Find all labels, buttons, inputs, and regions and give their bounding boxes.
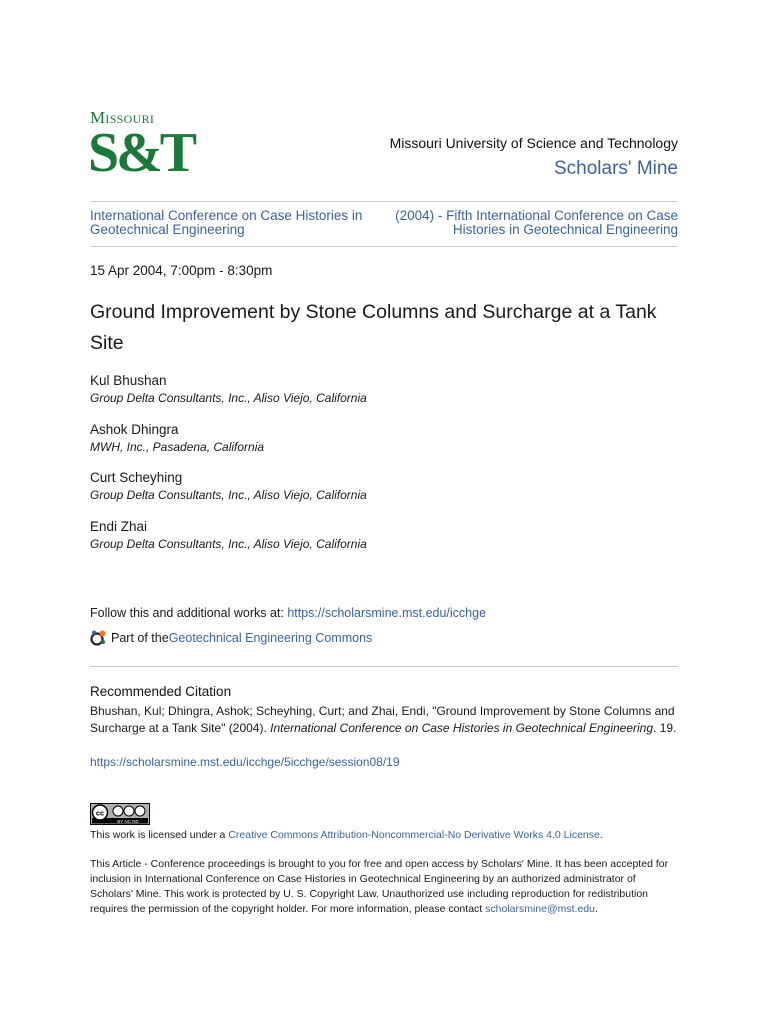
commons-link[interactable]: Geotechnical Engineering Commons bbox=[168, 631, 373, 645]
network-commons-icon bbox=[90, 629, 108, 647]
license-prefix: This work is licensed under a bbox=[90, 829, 229, 841]
logo-wordmark: Missouri bbox=[90, 108, 155, 127]
author-list bbox=[90, 372, 678, 566]
author-name: Ashok Dhingra bbox=[90, 421, 179, 437]
license-line bbox=[90, 829, 603, 841]
author-name: Kul Bhushan bbox=[90, 373, 167, 388]
divider bbox=[90, 246, 678, 247]
follow-prefix: Follow this and additional works at: bbox=[90, 606, 288, 620]
citation-link[interactable]: https://scholarsmine.mst.edu/icchge/5icchge/session08/19 bbox=[90, 755, 400, 769]
follow-link[interactable]: https://scholarsmine.mst.edu/icchge bbox=[287, 606, 487, 620]
citation-italic: International Conference on Case Histories in Geotechnical Engineering bbox=[270, 721, 654, 735]
author-item bbox=[90, 469, 678, 518]
author-name: Curt Scheyhing bbox=[90, 470, 183, 485]
logo-monogram: S&T bbox=[88, 122, 195, 184]
article-suffix: . bbox=[595, 903, 598, 915]
contact-email-link[interactable]: scholarsmine@mst.edu bbox=[485, 903, 595, 915]
follow-line bbox=[90, 606, 486, 620]
repository-link[interactable]: Scholars' Mine bbox=[553, 158, 678, 179]
event-date: 15 Apr 2004, 7:00pm - 8:30pm bbox=[90, 263, 273, 278]
citation-plain: Bhushan, Kul; Dhingra, Ashok; Scheyhing, Curt; and Zhai, Endi, "Ground Improvement by Stone Columns and Surcharge at a Tank Site" (2004). bbox=[90, 704, 675, 735]
university-logo[interactable] bbox=[88, 108, 195, 184]
license-suffix: . bbox=[599, 829, 603, 841]
conference-edition-link[interactable]: (2004) - Fifth International Conference on Case Histories in Geotechnical Engineering bbox=[395, 208, 678, 237]
conference-series-link[interactable]: International Conference on Case Histories in Geotechnical Engineering bbox=[90, 208, 363, 237]
cc-badge-text: BY NC ND bbox=[117, 819, 139, 824]
author-item bbox=[90, 518, 678, 567]
part-of-line bbox=[90, 629, 372, 647]
author-item bbox=[90, 421, 678, 470]
citation-text bbox=[90, 703, 678, 737]
author-affiliation: MWH, Inc., Pasadena, California bbox=[90, 439, 265, 454]
author-affiliation: Group Delta Consultants, Inc., Aliso Viejo, California bbox=[90, 536, 367, 551]
citation-heading: Recommended Citation bbox=[90, 684, 232, 699]
author-affiliation: Group Delta Consultants, Inc., Aliso Viejo, California bbox=[90, 391, 367, 405]
svg-text:cc: cc bbox=[95, 808, 105, 818]
author-name: Endi Zhai bbox=[90, 518, 148, 534]
article-notice bbox=[90, 857, 678, 917]
author-item bbox=[90, 372, 678, 421]
author-affiliation: Group Delta Consultants, Inc., Aliso Viejo, California bbox=[90, 488, 367, 502]
license-link[interactable]: Creative Commons Attribution-Noncommercial-No Derivative Works 4.0 License bbox=[228, 829, 600, 841]
divider bbox=[90, 666, 678, 667]
divider bbox=[90, 201, 678, 202]
part-of-prefix: Part of the bbox=[111, 631, 169, 645]
paper-title: Ground Improvement by Stone Columns and Surcharge at a Tank Site bbox=[90, 301, 657, 354]
cc-by-nc-nd-icon[interactable] bbox=[90, 803, 150, 825]
institution-name: Missouri University of Science and Technology bbox=[389, 135, 678, 151]
citation-end: . 19. bbox=[653, 721, 677, 735]
article-text: This Article - Conference proceedings is brought to you for free and open access by Scholars' Mine. It has been accepted for inclusion in International Conference on Case Histories in Geotechnical Engineering by an authorized administrator of Scholars' Mine. This work is protected by U. S. Copyright Law. Unauthorized use including reproduction for redistribution requires the permission of the copyright holder. For more information, please contact bbox=[90, 858, 669, 915]
